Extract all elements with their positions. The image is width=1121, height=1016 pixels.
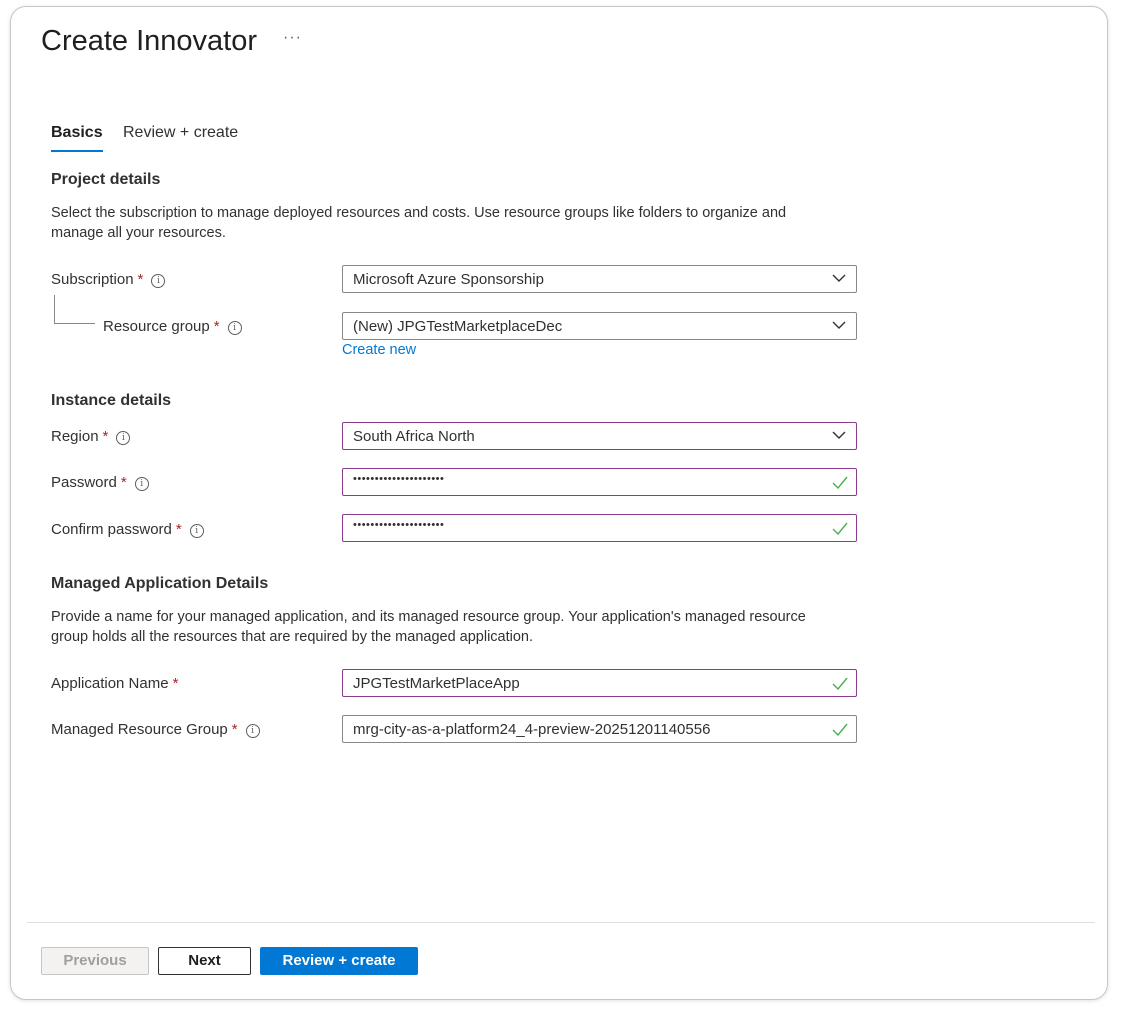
region-value: South Africa North [353, 428, 475, 445]
application-name-label [51, 675, 178, 692]
application-name-value: JPGTestMarketPlaceApp [353, 675, 520, 692]
application-name-label-text: Application Name [51, 675, 169, 692]
region-dropdown[interactable] [342, 422, 857, 450]
checkmark-icon [832, 476, 848, 489]
managed-resource-group-label [51, 721, 260, 738]
managed-resource-group-label-text: Managed Resource Group [51, 721, 228, 738]
info-icon[interactable]: i [246, 724, 260, 738]
page-title: Create Innovator [41, 25, 258, 57]
application-name-input[interactable] [342, 669, 857, 697]
chevron-down-icon [832, 431, 846, 439]
required-marker: * [231, 721, 238, 738]
chevron-down-icon [832, 274, 846, 282]
managed-resource-group-value: mrg-city-as-a-platform24_4-preview-20251201140556 [353, 721, 711, 738]
info-icon[interactable]: i [151, 274, 165, 288]
managed-app-heading: Managed Application Details [51, 575, 269, 592]
checkmark-icon [832, 677, 848, 690]
previous-button[interactable]: Previous [41, 947, 149, 975]
info-icon[interactable]: i [190, 524, 204, 538]
resource-group-label-text: Resource group [103, 318, 210, 335]
subscription-dropdown[interactable] [342, 265, 857, 293]
project-details-description: Select the subscription to manage deployed resources and costs. Use resource groups like folders to organize and manage all your resources. [51, 205, 787, 241]
checkmark-icon [832, 522, 848, 535]
tab-review-create[interactable]: Review + create [123, 124, 239, 141]
managed-app-description: Provide a name for your managed application, and its managed resource group. Your application's managed resource group holds all the resources that are required by the managed application. [51, 609, 806, 645]
create-new-link[interactable]: Create new [342, 342, 417, 358]
region-label-text: Region [51, 428, 99, 445]
confirm-password-label [51, 521, 204, 538]
confirm-password-value: ••••••••••••••••••••• [353, 519, 445, 531]
region-label [51, 428, 130, 445]
required-marker: * [102, 428, 109, 445]
tab-basics[interactable]: Basics [51, 124, 103, 152]
resource-group-value: (New) JPGTestMarketplaceDec [353, 318, 563, 335]
subscription-label-text: Subscription [51, 271, 134, 288]
required-marker: * [120, 474, 127, 491]
resource-group-label [103, 318, 242, 335]
checkmark-icon [832, 723, 848, 736]
confirm-password-input[interactable] [342, 514, 857, 542]
required-marker: * [137, 271, 144, 288]
subscription-label [51, 271, 165, 288]
review-create-button[interactable]: Review + create [260, 947, 418, 975]
project-details-heading: Project details [51, 171, 161, 188]
managed-resource-group-input[interactable] [342, 715, 857, 743]
more-options-icon[interactable]: ··· [283, 29, 302, 46]
password-value: ••••••••••••••••••••• [353, 473, 445, 485]
tree-connector [54, 295, 95, 324]
password-label-text: Password [51, 474, 117, 491]
required-marker: * [213, 318, 220, 335]
info-icon[interactable]: i [135, 477, 149, 491]
next-button[interactable]: Next [158, 947, 251, 975]
password-label [51, 474, 149, 491]
info-icon[interactable]: i [116, 431, 130, 445]
info-icon[interactable]: i [228, 321, 242, 335]
confirm-password-label-text: Confirm password [51, 521, 172, 538]
resource-group-dropdown[interactable] [342, 312, 857, 340]
subscription-value: Microsoft Azure Sponsorship [353, 271, 544, 288]
password-input[interactable] [342, 468, 857, 496]
create-innovator-panel [10, 6, 1108, 1000]
required-marker: * [172, 675, 179, 692]
chevron-down-icon [832, 321, 846, 329]
footer-divider [27, 922, 1095, 923]
instance-details-heading: Instance details [51, 392, 172, 409]
required-marker: * [175, 521, 182, 538]
